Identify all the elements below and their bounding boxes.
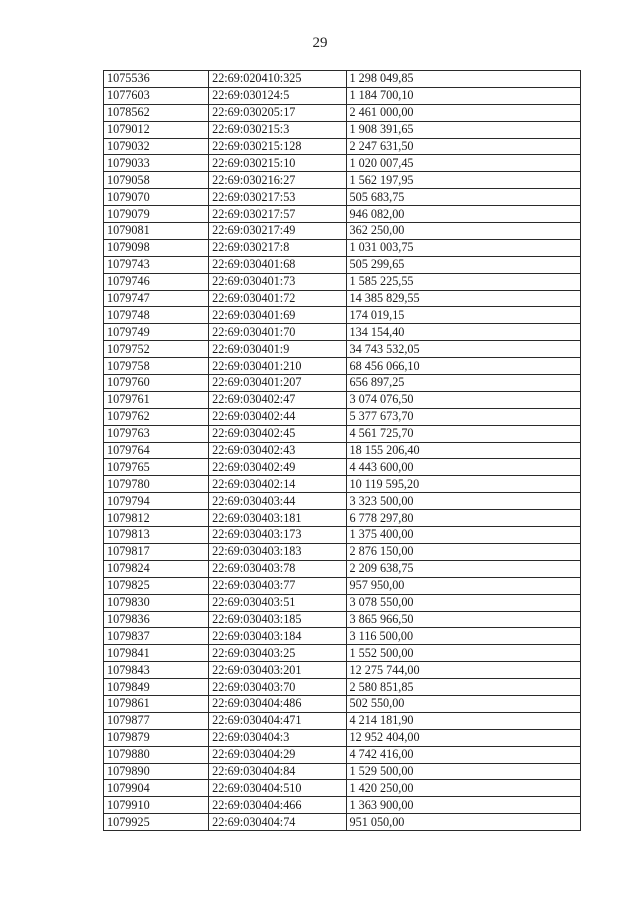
table-row [104,679,581,696]
object-id-cell: 1079762 [104,408,209,425]
cadastral-number-cell: 22:69:030403:51 [209,594,346,611]
cadastral-value-table [103,70,581,831]
cadastral-value-cell: 2 247 631,50 [346,138,580,155]
table-row [104,662,581,679]
cadastral-number-cell: 22:69:030401:70 [209,324,346,341]
cadastral-number-cell: 22:69:030404:29 [209,746,346,763]
cadastral-value-cell: 2 461 000,00 [346,104,580,121]
cadastral-number-cell: 22:69:030217:53 [209,189,346,206]
object-id-cell: 1079747 [104,290,209,307]
object-id-cell: 1078562 [104,104,209,121]
object-id-cell: 1079764 [104,442,209,459]
table-row [104,442,581,459]
table-row [104,560,581,577]
cadastral-number-cell: 22:69:030401:69 [209,307,346,324]
cadastral-value-cell: 3 078 550,00 [346,594,580,611]
object-id-cell: 1079012 [104,121,209,138]
object-id-cell: 1079033 [104,155,209,172]
cadastral-number-cell: 22:69:030404:486 [209,695,346,712]
page-number: 29 [312,35,328,51]
object-id-cell: 1079841 [104,645,209,662]
table-row [104,425,581,442]
cadastral-value-cell: 957 950,00 [346,577,580,594]
cadastral-number-cell: 22:69:030403:78 [209,560,346,577]
table-row [104,87,581,104]
table-row [104,780,581,797]
object-id-cell: 1075536 [104,71,209,88]
object-id-cell: 1079758 [104,358,209,375]
cadastral-number-cell: 22:69:030205:17 [209,104,346,121]
cadastral-number-cell: 22:69:030402:47 [209,391,346,408]
object-id-cell: 1079877 [104,712,209,729]
cadastral-value-cell: 1 908 391,65 [346,121,580,138]
table-row [104,155,581,172]
cadastral-number-cell: 22:69:030401:210 [209,358,346,375]
object-id-cell: 1079880 [104,746,209,763]
cadastral-number-cell: 22:69:030401:72 [209,290,346,307]
cadastral-number-cell: 22:69:030402:44 [209,408,346,425]
cadastral-value-cell: 1 552 500,00 [346,645,580,662]
cadastral-number-cell: 22:69:030403:201 [209,662,346,679]
cadastral-value-cell: 1 585 225,55 [346,273,580,290]
cadastral-value-cell: 134 154,40 [346,324,580,341]
table-row [104,459,581,476]
object-id-cell: 1079752 [104,341,209,358]
object-id-cell: 1079761 [104,391,209,408]
cadastral-value-cell: 1 529 500,00 [346,763,580,780]
cadastral-value-cell: 502 550,00 [346,695,580,712]
cadastral-number-cell: 22:69:030402:49 [209,459,346,476]
table-row [104,307,581,324]
cadastral-value-cell: 362 250,00 [346,223,580,240]
object-id-cell: 1079058 [104,172,209,189]
cadastral-value-cell: 68 456 066,10 [346,358,580,375]
cadastral-value-cell: 3 074 076,50 [346,391,580,408]
cadastral-number-cell: 22:69:030404:74 [209,814,346,831]
cadastral-number-cell: 22:69:030402:14 [209,476,346,493]
table-row [104,239,581,256]
cadastral-value-cell: 1 031 003,75 [346,239,580,256]
table-row [104,527,581,544]
table-row [104,172,581,189]
table-row [104,71,581,88]
cadastral-number-cell: 22:69:030403:185 [209,611,346,628]
table-row [104,408,581,425]
cadastral-number-cell: 22:69:030404:466 [209,797,346,814]
cadastral-value-cell: 10 119 595,20 [346,476,580,493]
cadastral-number-cell: 22:69:030124:5 [209,87,346,104]
cadastral-value-cell: 1 375 400,00 [346,527,580,544]
cadastral-value-cell: 18 155 206,40 [346,442,580,459]
cadastral-value-cell: 174 019,15 [346,307,580,324]
cadastral-value-cell: 656 897,25 [346,375,580,392]
object-id-cell: 1079765 [104,459,209,476]
cadastral-number-cell: 22:69:030403:25 [209,645,346,662]
object-id-cell: 1079837 [104,628,209,645]
table-row [104,797,581,814]
cadastral-value-cell: 4 214 181,90 [346,712,580,729]
cadastral-number-cell: 22:69:030404:510 [209,780,346,797]
cadastral-number-cell: 22:69:030403:173 [209,527,346,544]
object-id-cell: 1079070 [104,189,209,206]
cadastral-number-cell: 22:69:030401:207 [209,375,346,392]
cadastral-value-cell: 951 050,00 [346,814,580,831]
object-id-cell: 1079824 [104,560,209,577]
table-row [104,391,581,408]
table-row [104,358,581,375]
object-id-cell: 1079904 [104,780,209,797]
table-row [104,611,581,628]
table-row [104,510,581,527]
object-id-cell: 1079890 [104,763,209,780]
object-id-cell: 1079843 [104,662,209,679]
object-id-cell: 1079830 [104,594,209,611]
cadastral-value-cell: 505 683,75 [346,189,580,206]
cadastral-value-cell: 3 865 966,50 [346,611,580,628]
object-id-cell: 1079748 [104,307,209,324]
table-row [104,729,581,746]
cadastral-value-cell: 2 580 851,85 [346,679,580,696]
table-row [104,324,581,341]
table-row [104,594,581,611]
cadastral-value-cell: 4 742 416,00 [346,746,580,763]
object-id-cell: 1079746 [104,273,209,290]
object-id-cell: 1079910 [104,797,209,814]
cadastral-value-cell: 5 377 673,70 [346,408,580,425]
cadastral-value-cell: 3 323 500,00 [346,493,580,510]
table-row [104,645,581,662]
object-id-cell: 1079780 [104,476,209,493]
object-id-cell: 1079079 [104,206,209,223]
cadastral-value-cell: 1 298 049,85 [346,71,580,88]
cadastral-number-cell: 22:69:030217:49 [209,223,346,240]
table-row [104,256,581,273]
table-row [104,493,581,510]
cadastral-number-cell: 22:69:030403:183 [209,543,346,560]
object-id-cell: 1079763 [104,425,209,442]
object-id-cell: 1079098 [104,239,209,256]
cadastral-value-cell: 1 363 900,00 [346,797,580,814]
object-id-cell: 1079925 [104,814,209,831]
cadastral-value-cell: 4 443 600,00 [346,459,580,476]
cadastral-value-cell: 1 562 197,95 [346,172,580,189]
cadastral-value-cell: 12 275 744,00 [346,662,580,679]
table-row [104,763,581,780]
object-id-cell: 1079812 [104,510,209,527]
cadastral-value-cell: 34 743 532,05 [346,341,580,358]
object-id-cell: 1079813 [104,527,209,544]
object-id-cell: 1079825 [104,577,209,594]
table-row [104,628,581,645]
table-row [104,189,581,206]
cadastral-number-cell: 22:69:030404:84 [209,763,346,780]
table-row [104,712,581,729]
object-id-cell: 1079817 [104,543,209,560]
cadastral-number-cell: 22:69:030403:181 [209,510,346,527]
object-id-cell: 1077603 [104,87,209,104]
table-row [104,476,581,493]
cadastral-value-cell: 1 020 007,45 [346,155,580,172]
table-row [104,206,581,223]
object-id-cell: 1079749 [104,324,209,341]
cadastral-number-cell: 22:69:030215:10 [209,155,346,172]
table-row [104,104,581,121]
cadastral-value-cell: 6 778 297,80 [346,510,580,527]
cadastral-value-cell: 1 184 700,10 [346,87,580,104]
object-id-cell: 1079081 [104,223,209,240]
cadastral-number-cell: 22:69:030402:45 [209,425,346,442]
object-id-cell: 1079760 [104,375,209,392]
table-row [104,577,581,594]
table-row [104,746,581,763]
object-id-cell: 1079836 [104,611,209,628]
cadastral-number-cell: 22:69:030217:8 [209,239,346,256]
table-row [104,814,581,831]
cadastral-number-cell: 22:69:030216:27 [209,172,346,189]
cadastral-value-cell: 2 876 150,00 [346,543,580,560]
table-row [104,273,581,290]
cadastral-value-cell: 3 116 500,00 [346,628,580,645]
cadastral-number-cell: 22:69:030403:70 [209,679,346,696]
cadastral-number-cell: 22:69:030401:73 [209,273,346,290]
cadastral-number-cell: 22:69:030404:3 [209,729,346,746]
cadastral-number-cell: 22:69:030401:68 [209,256,346,273]
cadastral-value-cell: 12 952 404,00 [346,729,580,746]
table-row [104,290,581,307]
cadastral-number-cell: 22:69:030215:3 [209,121,346,138]
object-id-cell: 1079849 [104,679,209,696]
cadastral-value-cell: 946 082,00 [346,206,580,223]
cadastral-number-cell: 22:69:030401:9 [209,341,346,358]
cadastral-value-cell: 505 299,65 [346,256,580,273]
cadastral-value-cell: 4 561 725,70 [346,425,580,442]
cadastral-value-cell: 14 385 829,55 [346,290,580,307]
table-row [104,695,581,712]
table-body [104,71,581,831]
cadastral-number-cell: 22:69:030403:77 [209,577,346,594]
table-row [104,138,581,155]
object-id-cell: 1079861 [104,695,209,712]
object-id-cell: 1079743 [104,256,209,273]
table-row [104,543,581,560]
table-row [104,375,581,392]
cadastral-number-cell: 22:69:030215:128 [209,138,346,155]
cadastral-number-cell: 22:69:030217:57 [209,206,346,223]
cadastral-number-cell: 22:69:030403:44 [209,493,346,510]
object-id-cell: 1079032 [104,138,209,155]
cadastral-value-cell: 1 420 250,00 [346,780,580,797]
cadastral-number-cell: 22:69:030403:184 [209,628,346,645]
table-row [104,223,581,240]
object-id-cell: 1079794 [104,493,209,510]
cadastral-value-cell: 2 209 638,75 [346,560,580,577]
table-row [104,341,581,358]
object-id-cell: 1079879 [104,729,209,746]
cadastral-number-cell: 22:69:030402:43 [209,442,346,459]
table-row [104,121,581,138]
cadastral-number-cell: 22:69:020410:325 [209,71,346,88]
cadastral-number-cell: 22:69:030404:471 [209,712,346,729]
